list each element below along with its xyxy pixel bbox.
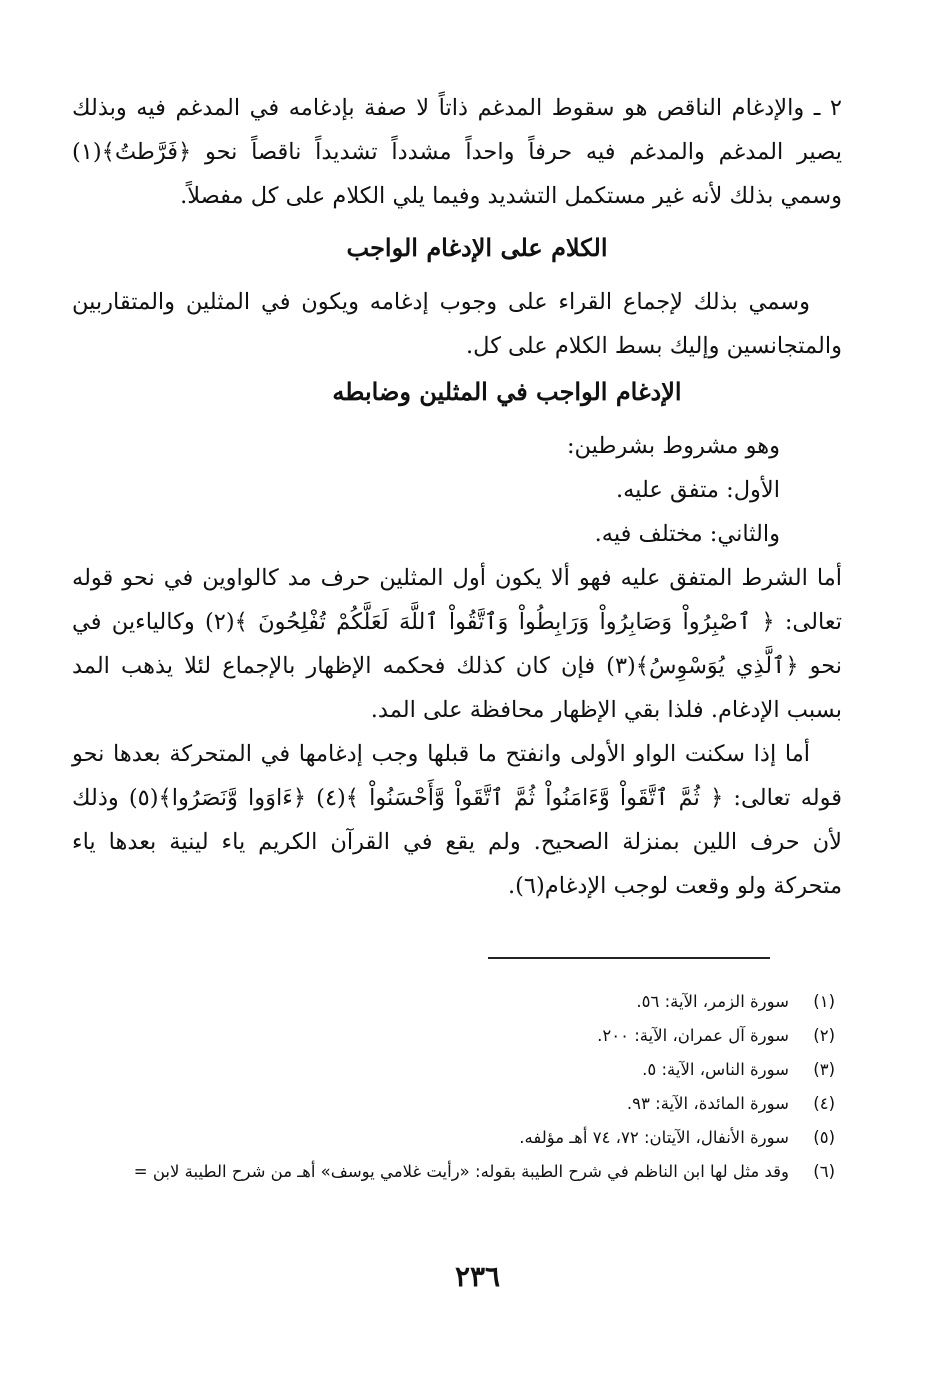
heading-mithlayn-rule: الإدغام الواجب في المثلين وضابطه <box>332 377 682 406</box>
footnote-separator <box>488 957 770 959</box>
heading-obligatory-idgham: الكلام على الإدغام الواجب <box>346 233 608 262</box>
paragraph-first-condition: الأول: متفق عليه. <box>615 477 780 503</box>
paragraph-conditions: وهو مشروط بشرطين: <box>566 433 780 459</box>
footnote-text: سورة الزمر، الآية: ٥٦. <box>636 992 789 1011</box>
footnote-text: سورة الأنفال، الآيتان: ٧٢، ٧٤ أهـ مؤلفه. <box>519 1128 789 1147</box>
footnote-number: (٤) <box>813 1094 835 1113</box>
footnote-item <box>55 1155 835 1189</box>
footnote-item <box>55 1019 835 1053</box>
paragraph-second-condition: والثاني: مختلف فيه. <box>594 521 780 547</box>
main-text <box>72 86 842 908</box>
footnote-text: سورة الناس، الآية: ٥. <box>642 1060 789 1079</box>
footnotes <box>55 985 835 1189</box>
footnote-number: (٢) <box>813 1026 835 1045</box>
footnote-item <box>55 985 835 1019</box>
footnote-text: سورة المائدة، الآية: ٩٣. <box>626 1094 789 1113</box>
paragraph-incomplete-idgham: ٢ ـ والإدغام الناقص هو سقوط المدغم ذاتاً لا صفة بإدغامه في المدغم فيه وبذلك يصير المدغم والمدغم فيه حرفاً واحداً مشدداً تشديداً ناقصاً نحو ﴿فَرَّطتُ﴾(١) وسمي بذلك لأنه غير مستكمل التشديد وفيما يلي الكلام على كل مفصلاً. <box>72 95 842 209</box>
footnote-number: (٥) <box>813 1128 835 1147</box>
footnote-number: (٣) <box>813 1060 835 1079</box>
paragraph-waw-sakin: أما إذا سكنت الواو الأولى وانفتح ما قبلها وجب إدغامها في المتحركة بعدها نحو قوله تعالى: ﴿ ثُمَّ ٱتَّقَواْ وَّءَامَنُواْ ثُمَّ ٱتَّقَواْ وَّأَحْسَنُواْ ﴾(٤) ﴿ءَاوَوا وَّنَصَرُوا﴾(٥) وذلك لأن حرف اللين بمنزلة الصحيح. ولم يقع في القرآن الكريم ياء لينية بعدها ياء متحركة ولو وقعت لوجب الإدغام(٦). <box>72 741 842 899</box>
paragraph-naming: وسمي بذلك لإجماع القراء على وجوب إدغامه ويكون في المثلين والمتقاربين والمتجانسين وإليك بسط الكلام على كل. <box>72 289 842 359</box>
footnote-item <box>55 1087 835 1121</box>
footnote-item <box>55 1053 835 1087</box>
footnote-number: (١) <box>813 992 835 1011</box>
paragraph-agreed-condition: أما الشرط المتفق عليه فهو ألا يكون أول المثلين حرف مد كالواوين في نحو قوله تعالى: ﴿ ٱصْبِرُواْ وَصَابِرُواْ وَرَابِطُواْ وَٱتَّقُواْ ٱللَّهَ لَعَلَّكُمْ تُفْلِحُونَ ﴾(٢) وكالياءين في نحو ﴿ٱلَّذِي يُوَسْوِسُ﴾(٣) فإن كان كذلك فحكمه الإظهار بالإجماع لئلا يذهب المد بسبب الإدغام. فلذا بقي الإظهار محافظة على المد. <box>72 565 842 723</box>
footnote-item <box>55 1121 835 1155</box>
footnote-text: سورة آل عمران، الآية: ٢٠٠. <box>597 1026 789 1045</box>
footnote-number: (٦) <box>813 1162 835 1181</box>
page-number: ٢٣٦ <box>454 1260 501 1293</box>
footnote-text: وقد مثل لها ابن الناظم في شرح الطيبة بقوله: «رأيت غلامي يوسف» أهـ من شرح الطيبة لابن = <box>133 1162 789 1181</box>
